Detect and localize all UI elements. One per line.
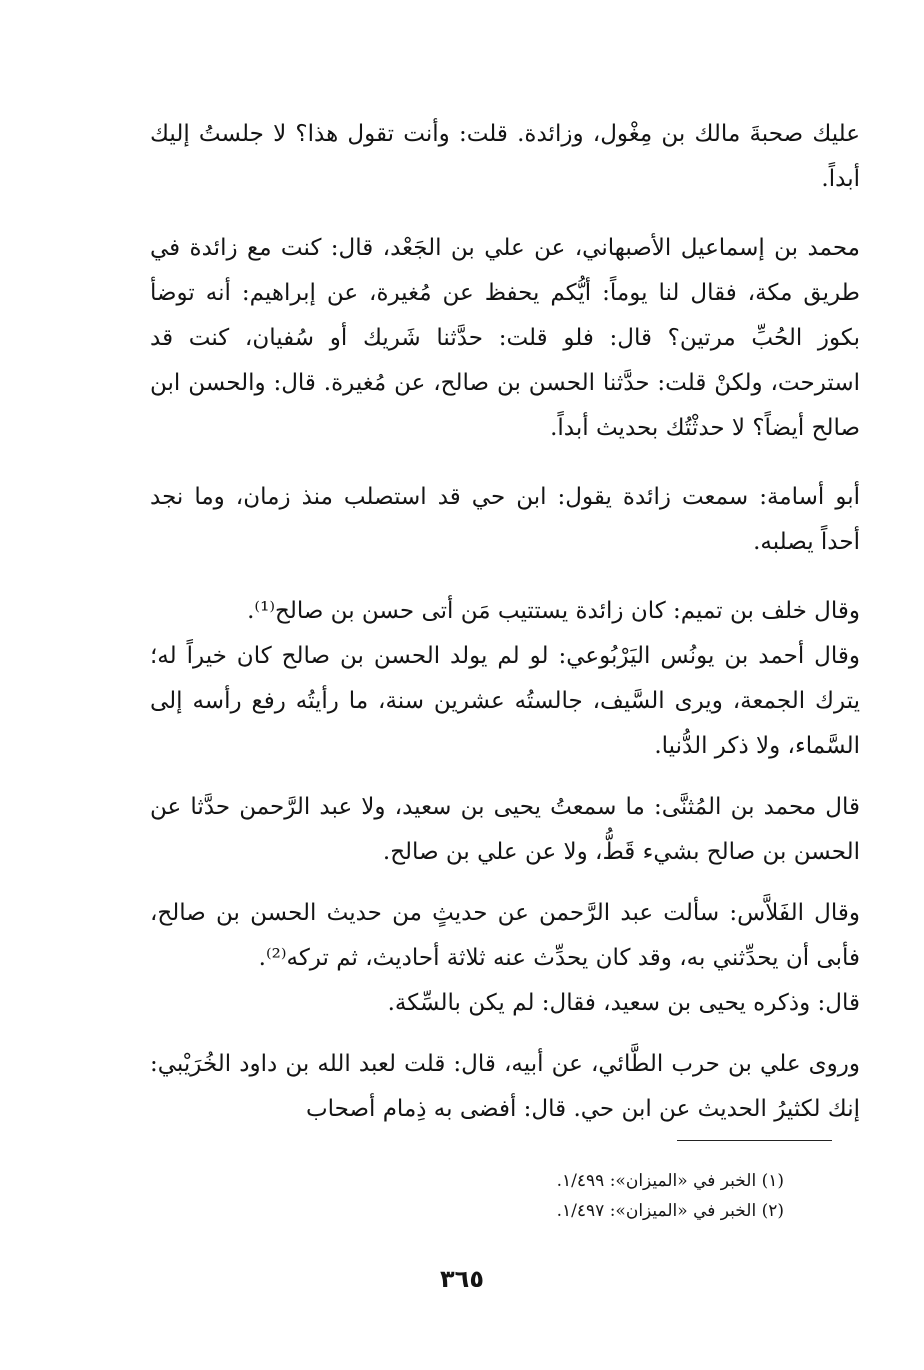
footnote: (٢) الخبر في «الميزان»: ١/٤٩٧. [556,1201,784,1221]
main-text [150,112,860,1132]
page-number: ٣٦٥ [440,1265,484,1293]
paragraph: أبو أسامة: سمعت زائدة يقول: ابن حي قد استصلب منذ زمان، وما نجد أحداً يصلبه. [150,484,860,555]
footnote-divider [677,1140,832,1141]
paragraph: محمد بن إسماعيل الأصبهاني، عن علي بن الجَعْد، قال: كنت مع زائدة في طريق مكة، فقال لنا يوماً: أيُّكم يحفظ عن مُغيرة، عن إبراهيم: أنه توضأ بكوز الحُبِّ مرتين؟ قال: فلو قلت: حدَّثنا شَريك أو سُفيان، كنت قد استرحت، ولكنْ قلت: حدَّثنا الحسن بن صالح، عن مُغيرة. قال: والحسن ابن صالح أيضاً؟ لا حدثْتُك بحديث أبداً. [150,235,860,441]
paragraph: وقال أحمد بن يونُس اليَرْبُوعي: لو لم يولد الحسن بن صالح كان خيراً له؛ يترك الجمعة، ويرى السَّيف، جالستُه عشرين سنة، ما رأيتُه رفع رأسه إلى السَّماء، ولا ذكر الدُّنيا. [150,643,860,759]
paragraph: وقال خلف بن تميم: كان زائدة يستتيب مَن أتى حسن بن صالح⁽¹⁾. [247,598,860,624]
paragraph: وقال الفَلاَّس: سألت عبد الرَّحمن عن حديثٍ من حديث الحسن بن صالح، فأبى أن يحدِّثني به، وقد كان يحدِّث عنه ثلاثة أحاديث، ثم تركه⁽²⁾. [150,900,860,971]
paragraph: قال: وذكره يحيى بن سعيد، فقال: لم يكن بالسِّكة. [387,990,860,1016]
paragraph: عليك صحبةَ مالك بن مِغْول، وزائدة. قلت: وأنت تقول هذا؟ لا جلستُ إليك أبداً. [150,121,860,192]
paragraph: وروى علي بن حرب الطَّائي، عن أبيه، قال: قلت لعبد الله بن داود الخُرَيْبي: إنك لكثيرُ الحديث عن ابن حي. قال: أفضى به ذِمام أصحاب [150,1051,860,1122]
footnote: (١) الخبر في «الميزان»: ١/٤٩٩. [556,1171,784,1191]
footnotes [144,1166,784,1226]
paragraph: قال محمد بن المُثنَّى: ما سمعتُ يحيى بن سعيد، ولا عبد الرَّحمن حدَّثا عن الحسن بن صالح بشيء قَطُّ، ولا عن علي بن صالح. [150,794,860,865]
